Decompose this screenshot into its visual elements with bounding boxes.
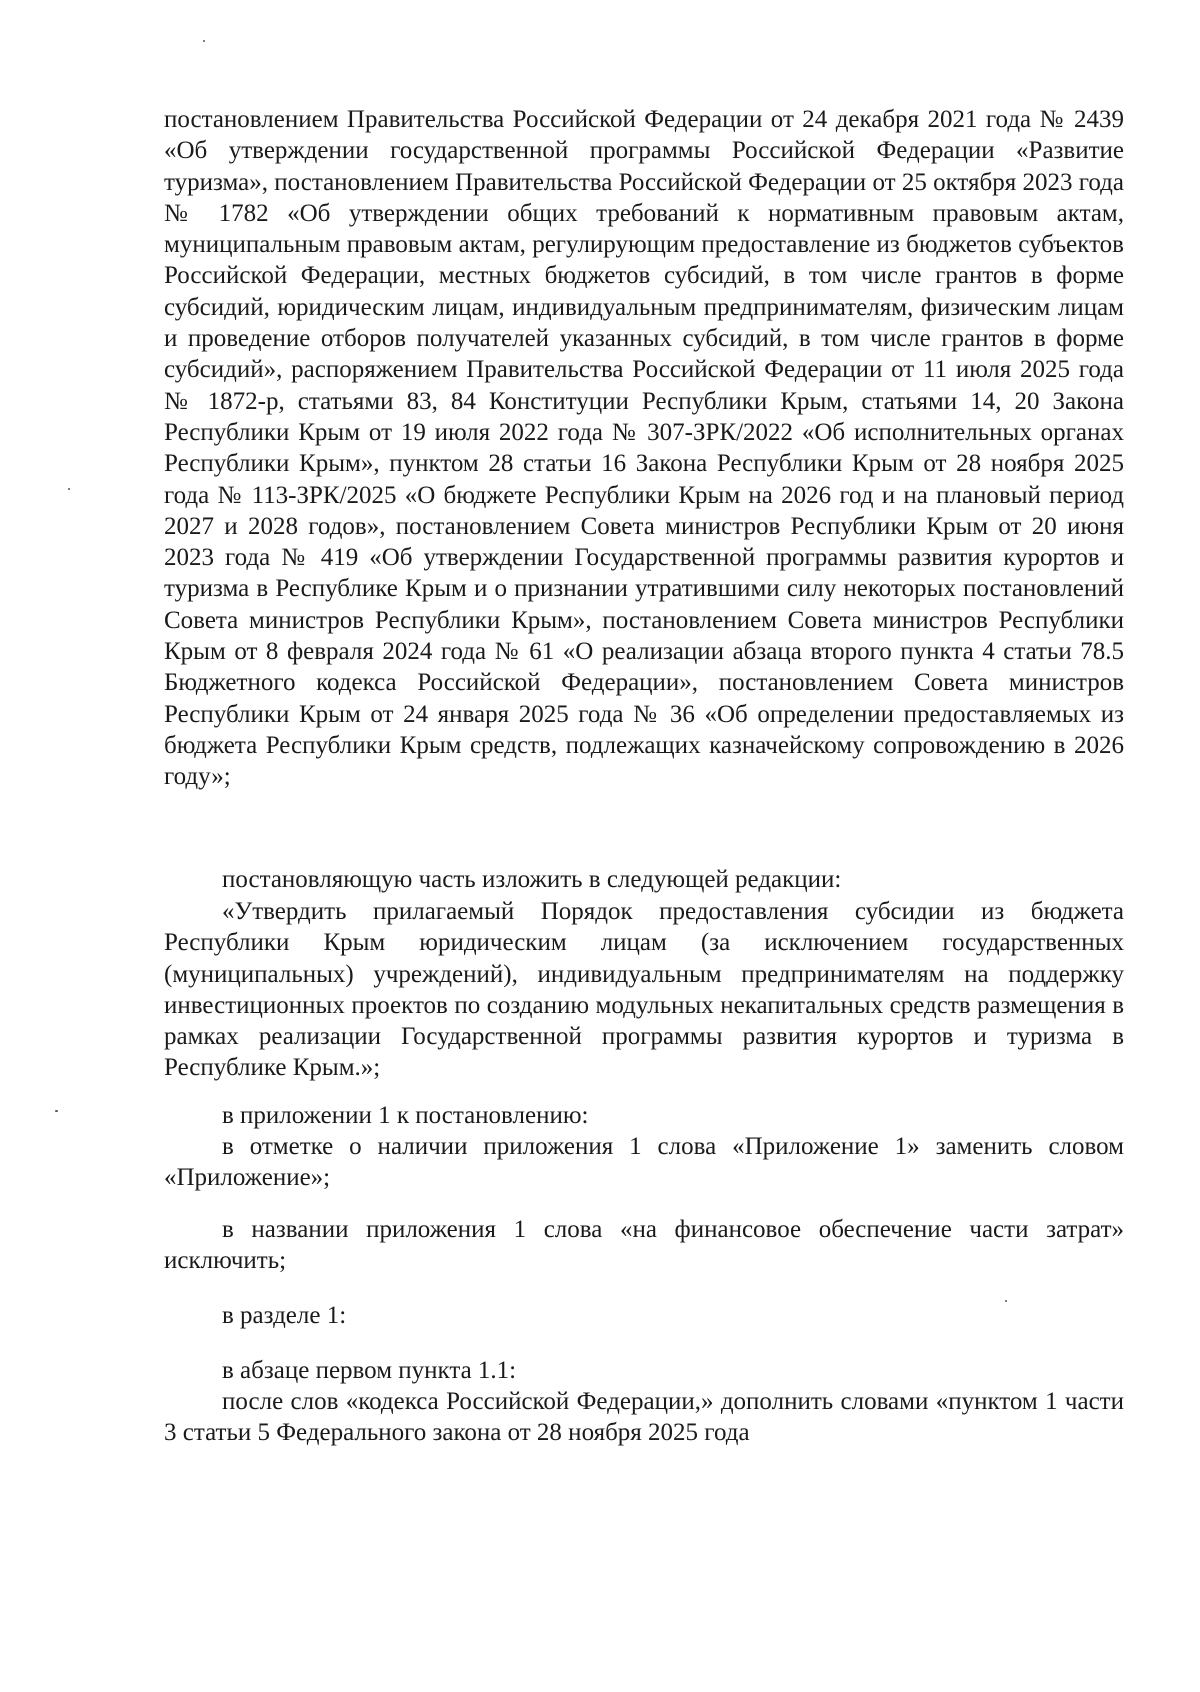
- scan-speck: [203, 40, 205, 42]
- scan-speck: [1005, 1300, 1007, 1302]
- paragraph-section-1: в разделе 1:: [222, 1302, 347, 1329]
- paragraph-annex-title: в названии приложения 1 слова «на финансовое обеспечение части затрат» исключить;: [164, 1216, 1124, 1275]
- paragraph-operative-part-intro: постановляющую часть изложить в следующей редакции:: [222, 866, 842, 893]
- paragraph-operative-part-text: «Утвердить прилагаемый Порядок предоставления субсидии из бюджета Республики Крым юридическим лицам (за исключением государственных (муниципальных) учреждений), индивидуальным предпринимателям на поддержку инвестиционных проектов по созданию модульных некапитальных средств размещения в рамках реализации Государственной программы развития курортов и туризма в Республике Крым.»;: [164, 898, 1124, 1082]
- paragraph-addition: после слов «кодекса Российской Федерации,» дополнить словами «пунктом 1 части 3 статьи 5 Федерального закона от 28 ноября 2025 года: [164, 1388, 1124, 1447]
- scan-speck: [68, 488, 70, 490]
- scan-speck: [55, 1110, 58, 1112]
- paragraph-legal-basis: постановлением Правительства Российской Федерации от 24 декабря 2021 года № 2439 «Об утверждении государственной программы Российской Федерации «Развитие туризма», постановлением Правительства Российской Федерации от 25 октября 2023 года № 1782 «Об утверждении общих требований к нормативным правовым актам, муниципальным правовым актам, регулирующим предоставление из бюджетов субъектов Российской Федерации, местных бюджетов субсидий, в том числе грантов в форме субсидий, юридическим лицам, индивидуальным предпринимателям, физическим лицам и проведение отборов получателей указанных субсидий, в том числе грантов в форме субсидий», распоряжением Правительства Российской Федерации от 11 июля 2025 года № 1872-р, статьями 83, 84 Конституции Республики Крым, статьями 14, 20 Закона Республики Крым от 19 июля 2022 года № 307-ЗРК/2022 «Об исполнительных органах Республики Крым», пунктом 28 статьи 16 Закона Республики Крым от 28 ноября 2025 года № 113-ЗРК/2025 «О бюджете Республики Крым на 2026 год и на плановый период 2027 и 2028 годов», постановлением Совета министров Республики Крым от 20 июня 2023 года № 419 «Об утверждении Государственной программы развития курортов и туризма в Республике Крым и о признании утратившими силу некоторых постановлений Совета министров Республики Крым», постановлением Совета министров Республики Крым от 8 февраля 2024 года № 61 «О реализации абзаца второго пункта 4 статьи 78.5 Бюджетного кодекса Российской Федерации», постановлением Совета министров Республики Крым от 24 января 2025 года № 36 «Об определении предоставляемых из бюджета Республики Крым средств, подлежащих казначейскому сопровождению в 2026 году»;: [164, 106, 1124, 791]
- paragraph-clause-1-1: в абзаце первом пункта 1.1:: [222, 1357, 517, 1384]
- paragraph-annex-1: в приложении 1 к постановлению:: [222, 1102, 589, 1129]
- paragraph-annex-mark: в отметке о наличии приложения 1 слова «Приложение 1» заменить словом «Приложение»;: [164, 1133, 1124, 1192]
